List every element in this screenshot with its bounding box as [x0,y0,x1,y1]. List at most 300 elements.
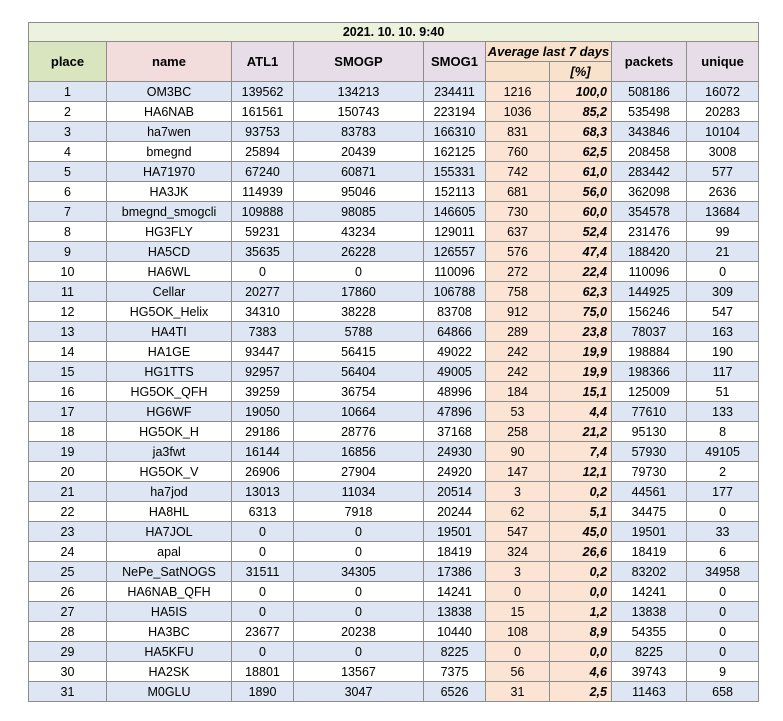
cell-smogp: 13567 [294,662,424,682]
cell-smogp: 150743 [294,102,424,122]
cell-packets: 144925 [612,282,687,302]
cell-packets: 283442 [612,162,687,182]
cell-percent: 47,4 [550,242,612,262]
cell-place: 1 [29,82,107,102]
cell-packets: 156246 [612,302,687,322]
cell-smogp: 0 [294,602,424,622]
cell-smog1: 20514 [424,482,486,502]
cell-smog1: 49005 [424,362,486,382]
cell-place: 23 [29,522,107,542]
cell-packets: 79730 [612,462,687,482]
cell-packets: 188420 [612,242,687,262]
table-row [29,122,759,142]
cell-name: bmegnd [107,142,232,162]
cell-atl1: 114939 [232,182,294,202]
cell-percent: 7,4 [550,442,612,462]
table-row [29,662,759,682]
cell-average: 56 [486,662,550,682]
cell-percent: 62,3 [550,282,612,302]
cell-percent: 26,6 [550,542,612,562]
cell-place: 11 [29,282,107,302]
cell-unique: 21 [687,242,759,262]
cell-packets: 13838 [612,602,687,622]
cell-percent: 2,5 [550,682,612,702]
cell-packets: 125009 [612,382,687,402]
cell-smog1: 83708 [424,302,486,322]
cell-average: 15 [486,602,550,622]
cell-atl1: 109888 [232,202,294,222]
cell-average: 1216 [486,82,550,102]
cell-smogp: 20238 [294,622,424,642]
cell-name: Cellar [107,282,232,302]
cell-smog1: 13838 [424,602,486,622]
cell-name: HA5CD [107,242,232,262]
cell-percent: 5,1 [550,502,612,522]
cell-percent: 1,2 [550,602,612,622]
cell-average: 289 [486,322,550,342]
cell-smog1: 14241 [424,582,486,602]
cell-average: 31 [486,682,550,702]
cell-unique: 0 [687,642,759,662]
cell-percent: 23,8 [550,322,612,342]
cell-name: ha7wen [107,122,232,142]
cell-percent: 60,0 [550,202,612,222]
cell-smog1: 8225 [424,642,486,662]
cell-unique: 3008 [687,142,759,162]
cell-place: 2 [29,102,107,122]
cell-smogp: 83783 [294,122,424,142]
cell-average: 681 [486,182,550,202]
table-row [29,402,759,422]
cell-place: 16 [29,382,107,402]
cell-smog1: 24930 [424,442,486,462]
cell-average: 0 [486,582,550,602]
cell-atl1: 161561 [232,102,294,122]
cell-percent: 62,5 [550,142,612,162]
cell-average: 272 [486,262,550,282]
cell-name: HG6WF [107,402,232,422]
table-row [29,482,759,502]
cell-unique: 8 [687,422,759,442]
cell-percent: 19,9 [550,362,612,382]
cell-packets: 11463 [612,682,687,702]
cell-atl1: 34310 [232,302,294,322]
cell-unique: 34958 [687,562,759,582]
cell-smog1: 166310 [424,122,486,142]
col-header-place: place [29,42,107,82]
cell-unique: 6 [687,542,759,562]
cell-name: OM3BC [107,82,232,102]
cell-place: 22 [29,502,107,522]
cell-place: 26 [29,582,107,602]
cell-atl1: 13013 [232,482,294,502]
cell-unique: 177 [687,482,759,502]
cell-percent: 12,1 [550,462,612,482]
cell-place: 19 [29,442,107,462]
cell-smogp: 10664 [294,402,424,422]
cell-atl1: 0 [232,642,294,662]
cell-place: 18 [29,422,107,442]
cell-packets: 198366 [612,362,687,382]
cell-average: 637 [486,222,550,242]
cell-unique: 20283 [687,102,759,122]
cell-average: 742 [486,162,550,182]
table-row [29,222,759,242]
cell-average: 831 [486,122,550,142]
cell-packets: 231476 [612,222,687,242]
cell-smog1: 106788 [424,282,486,302]
cell-average: 3 [486,482,550,502]
cell-smogp: 11034 [294,482,424,502]
cell-percent: 0,2 [550,562,612,582]
cell-smogp: 3047 [294,682,424,702]
cell-smog1: 20244 [424,502,486,522]
cell-smog1: 6526 [424,682,486,702]
cell-atl1: 25894 [232,142,294,162]
cell-smogp: 38228 [294,302,424,322]
cell-place: 31 [29,682,107,702]
cell-average: 184 [486,382,550,402]
cell-unique: 117 [687,362,759,382]
cell-packets: 14241 [612,582,687,602]
cell-atl1: 20277 [232,282,294,302]
cell-unique: 51 [687,382,759,402]
cell-average: 760 [486,142,550,162]
col-header-atl1: ATL1 [232,42,294,82]
cell-unique: 99 [687,222,759,242]
cell-percent: 21,2 [550,422,612,442]
cell-atl1: 7383 [232,322,294,342]
cell-smogp: 43234 [294,222,424,242]
cell-average: 3 [486,562,550,582]
cell-smogp: 0 [294,642,424,662]
cell-unique: 577 [687,162,759,182]
cell-place: 24 [29,542,107,562]
cell-name: ja3fwt [107,442,232,462]
cell-average: 147 [486,462,550,482]
table-row [29,302,759,322]
cell-atl1: 19050 [232,402,294,422]
cell-atl1: 39259 [232,382,294,402]
cell-smogp: 16856 [294,442,424,462]
cell-smog1: 37168 [424,422,486,442]
cell-unique: 2 [687,462,759,482]
cell-unique: 190 [687,342,759,362]
cell-percent: 0,0 [550,642,612,662]
cell-packets: 39743 [612,662,687,682]
cell-packets: 57930 [612,442,687,462]
cell-smog1: 155331 [424,162,486,182]
table-row [29,142,759,162]
cell-percent: 85,2 [550,102,612,122]
cell-packets: 343846 [612,122,687,142]
table-row [29,82,759,102]
cell-smogp: 95046 [294,182,424,202]
cell-smog1: 49022 [424,342,486,362]
cell-percent: 15,1 [550,382,612,402]
cell-smog1: 146605 [424,202,486,222]
cell-packets: 77610 [612,402,687,422]
cell-percent: 61,0 [550,162,612,182]
cell-atl1: 0 [232,262,294,282]
cell-percent: 68,3 [550,122,612,142]
cell-place: 14 [29,342,107,362]
cell-atl1: 26906 [232,462,294,482]
cell-atl1: 0 [232,602,294,622]
cell-unique: 309 [687,282,759,302]
cell-atl1: 35635 [232,242,294,262]
cell-place: 7 [29,202,107,222]
cell-smog1: 110096 [424,262,486,282]
cell-smogp: 7918 [294,502,424,522]
cell-smogp: 134213 [294,82,424,102]
table-row [29,202,759,222]
cell-unique: 2636 [687,182,759,202]
cell-place: 8 [29,222,107,242]
cell-percent: 56,0 [550,182,612,202]
cell-unique: 547 [687,302,759,322]
cell-name: HG5OK_V [107,462,232,482]
table-row [29,242,759,262]
cell-name: HA3BC [107,622,232,642]
cell-smog1: 64866 [424,322,486,342]
cell-smogp: 20439 [294,142,424,162]
cell-unique: 16072 [687,82,759,102]
cell-packets: 18419 [612,542,687,562]
cell-name: HA6NAB [107,102,232,122]
cell-name: apal [107,542,232,562]
cell-smog1: 126557 [424,242,486,262]
cell-packets: 83202 [612,562,687,582]
cell-packets: 508186 [612,82,687,102]
col-header-smogp: SMOGP [294,42,424,82]
table-row [29,342,759,362]
cell-place: 30 [29,662,107,682]
table-row [29,162,759,182]
cell-packets: 535498 [612,102,687,122]
cell-name: HA2SK [107,662,232,682]
table-row [29,642,759,662]
cell-smog1: 19501 [424,522,486,542]
cell-name: HA5IS [107,602,232,622]
cell-packets: 54355 [612,622,687,642]
cell-name: bmegnd_smogcli [107,202,232,222]
table-row [29,382,759,402]
cell-place: 20 [29,462,107,482]
cell-average: 62 [486,502,550,522]
cell-percent: 75,0 [550,302,612,322]
cell-atl1: 67240 [232,162,294,182]
cell-atl1: 92957 [232,362,294,382]
table-row [29,262,759,282]
cell-name: ha7jod [107,482,232,502]
col-header-packets: packets [612,42,687,82]
table-row [29,182,759,202]
cell-average: 324 [486,542,550,562]
cell-atl1: 93447 [232,342,294,362]
cell-smog1: 129011 [424,222,486,242]
cell-smogp: 0 [294,262,424,282]
cell-name: HA6NAB_QFH [107,582,232,602]
cell-smog1: 152113 [424,182,486,202]
cell-name: HG5OK_Helix [107,302,232,322]
table-row [29,522,759,542]
cell-place: 15 [29,362,107,382]
cell-name: NePe_SatNOGS [107,562,232,582]
cell-unique: 49105 [687,442,759,462]
table-row [29,322,759,342]
cell-unique: 13684 [687,202,759,222]
cell-atl1: 23677 [232,622,294,642]
col-header-smog1: SMOG1 [424,42,486,82]
cell-smogp: 36754 [294,382,424,402]
table-row [29,422,759,442]
cell-name: HA3JK [107,182,232,202]
date-header: 2021. 10. 10. 9:40 [29,23,759,42]
table-row [29,282,759,302]
cell-average: 242 [486,362,550,382]
cell-name: HA6WL [107,262,232,282]
cell-unique: 0 [687,602,759,622]
cell-average: 758 [486,282,550,302]
cell-average: 108 [486,622,550,642]
cell-place: 3 [29,122,107,142]
cell-atl1: 93753 [232,122,294,142]
cell-place: 28 [29,622,107,642]
cell-place: 5 [29,162,107,182]
cell-average: 0 [486,642,550,662]
cell-packets: 19501 [612,522,687,542]
cell-unique: 33 [687,522,759,542]
cell-packets: 354578 [612,202,687,222]
cell-packets: 78037 [612,322,687,342]
cell-average: 90 [486,442,550,462]
table-row [29,582,759,602]
cell-average: 547 [486,522,550,542]
table-row [29,442,759,462]
cell-percent: 8,9 [550,622,612,642]
cell-smog1: 7375 [424,662,486,682]
cell-place: 27 [29,602,107,622]
col-header-name: name [107,42,232,82]
cell-average: 576 [486,242,550,262]
cell-average: 258 [486,422,550,442]
cell-name: HG5OK_QFH [107,382,232,402]
cell-unique: 658 [687,682,759,702]
cell-atl1: 6313 [232,502,294,522]
cell-smogp: 26228 [294,242,424,262]
table-row [29,102,759,122]
cell-name: HA5KFU [107,642,232,662]
cell-place: 10 [29,262,107,282]
ranking-table [28,22,759,702]
cell-atl1: 0 [232,542,294,562]
cell-percent: 19,9 [550,342,612,362]
table-row [29,562,759,582]
cell-place: 21 [29,482,107,502]
cell-place: 17 [29,402,107,422]
cell-atl1: 31511 [232,562,294,582]
cell-percent: 0,2 [550,482,612,502]
cell-smogp: 27904 [294,462,424,482]
table-row [29,462,759,482]
table-row [29,682,759,702]
cell-smog1: 18419 [424,542,486,562]
cell-packets: 44561 [612,482,687,502]
cell-unique: 133 [687,402,759,422]
cell-smog1: 48996 [424,382,486,402]
cell-average: 53 [486,402,550,422]
cell-unique: 163 [687,322,759,342]
cell-unique: 10104 [687,122,759,142]
cell-name: HG5OK_H [107,422,232,442]
cell-name: HA71970 [107,162,232,182]
cell-smog1: 17386 [424,562,486,582]
table-row [29,502,759,522]
cell-atl1: 29186 [232,422,294,442]
cell-average: 730 [486,202,550,222]
cell-name: HA8HL [107,502,232,522]
col-header-average: Average last 7 days [486,42,612,62]
table-row [29,602,759,622]
cell-name: HG3FLY [107,222,232,242]
cell-average: 912 [486,302,550,322]
cell-name: HG1TTS [107,362,232,382]
col-header-percent: [%] [550,62,612,82]
cell-place: 29 [29,642,107,662]
cell-name: HA1GE [107,342,232,362]
cell-packets: 198884 [612,342,687,362]
cell-place: 4 [29,142,107,162]
cell-name: M0GLU [107,682,232,702]
cell-average: 242 [486,342,550,362]
cell-place: 13 [29,322,107,342]
cell-place: 6 [29,182,107,202]
cell-name: HA4TI [107,322,232,342]
cell-place: 25 [29,562,107,582]
cell-unique: 0 [687,582,759,602]
cell-unique: 9 [687,662,759,682]
col-header-average-count [486,62,550,82]
table-row [29,622,759,642]
cell-smogp: 34305 [294,562,424,582]
cell-name: HA7JOL [107,522,232,542]
cell-atl1: 0 [232,582,294,602]
cell-smogp: 0 [294,542,424,562]
cell-atl1: 0 [232,522,294,542]
cell-smog1: 24920 [424,462,486,482]
cell-smog1: 162125 [424,142,486,162]
cell-smogp: 5788 [294,322,424,342]
table-row [29,362,759,382]
cell-percent: 4,6 [550,662,612,682]
cell-atl1: 59231 [232,222,294,242]
cell-unique: 0 [687,262,759,282]
cell-smog1: 234411 [424,82,486,102]
cell-packets: 208458 [612,142,687,162]
cell-packets: 362098 [612,182,687,202]
ranking-table-container [28,22,758,702]
cell-atl1: 16144 [232,442,294,462]
col-header-unique: unique [687,42,759,82]
cell-place: 9 [29,242,107,262]
cell-packets: 95130 [612,422,687,442]
cell-smogp: 60871 [294,162,424,182]
cell-percent: 100,0 [550,82,612,102]
cell-unique: 0 [687,622,759,642]
cell-percent: 0,0 [550,582,612,602]
cell-smog1: 47896 [424,402,486,422]
